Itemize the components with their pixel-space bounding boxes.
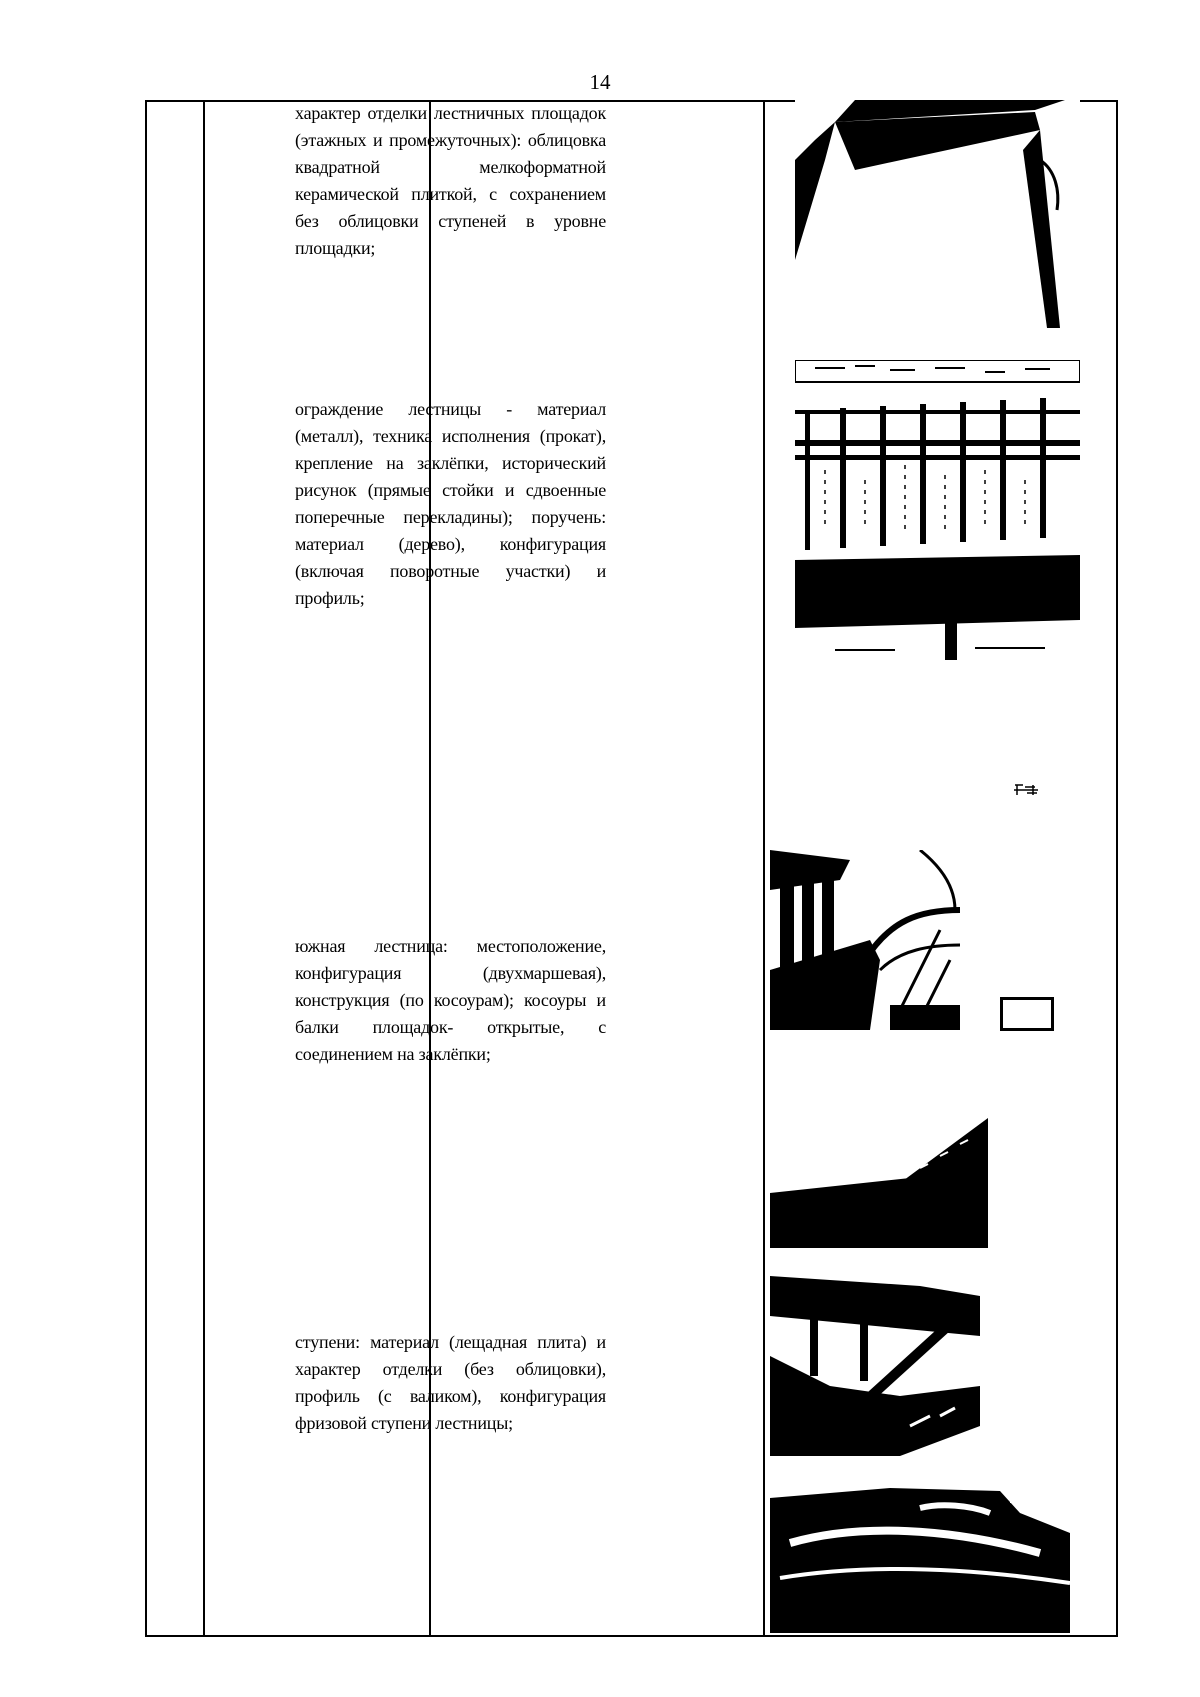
south-staircase-photo: [770, 850, 960, 1030]
stringer-photo: [770, 1108, 988, 1248]
column-divider-3: [763, 102, 765, 1635]
steps-description: ступени: материал (лещадная плита) и характер отделки (без облицовки), профиль (с валиком), конфигурация фризовой ступени лестницы;: [295, 1332, 606, 1433]
south-staircase-description: южная лестница: местоположение, конфигурация (двухмаршевая), конструкция (по косоурам); косоуры и балки площадок- открытые, с соединением на заклёпки;: [295, 936, 606, 1064]
frame-mark: [1000, 997, 1054, 1031]
railing-description: ограждение лестницы - материал (металл), техника исполнения (прокат), крепление на заклёпки, исторический рисунок (прямые стойки и сдвоенные поперечные перекладины); поручень: материал (дерево), конфигурация (включая поворотные участки) и профиль;: [295, 399, 606, 608]
page-number: 14: [589, 70, 611, 94]
column-divider-1: [203, 102, 205, 1635]
railing-photo: [795, 360, 1080, 660]
landing-finish-description: характер отделки лестничных площадок (этажных и промежуточных): облицовка квадратной мелкоформатной керамической плиткой, с сохранением без облицовки ступеней в уровне площадки;: [295, 103, 606, 258]
stamp-mark: [1013, 783, 1039, 797]
landing-photo: [795, 100, 1080, 328]
steps-underside-photo: [770, 1276, 980, 1456]
step-profile-photo: [770, 1483, 1070, 1633]
